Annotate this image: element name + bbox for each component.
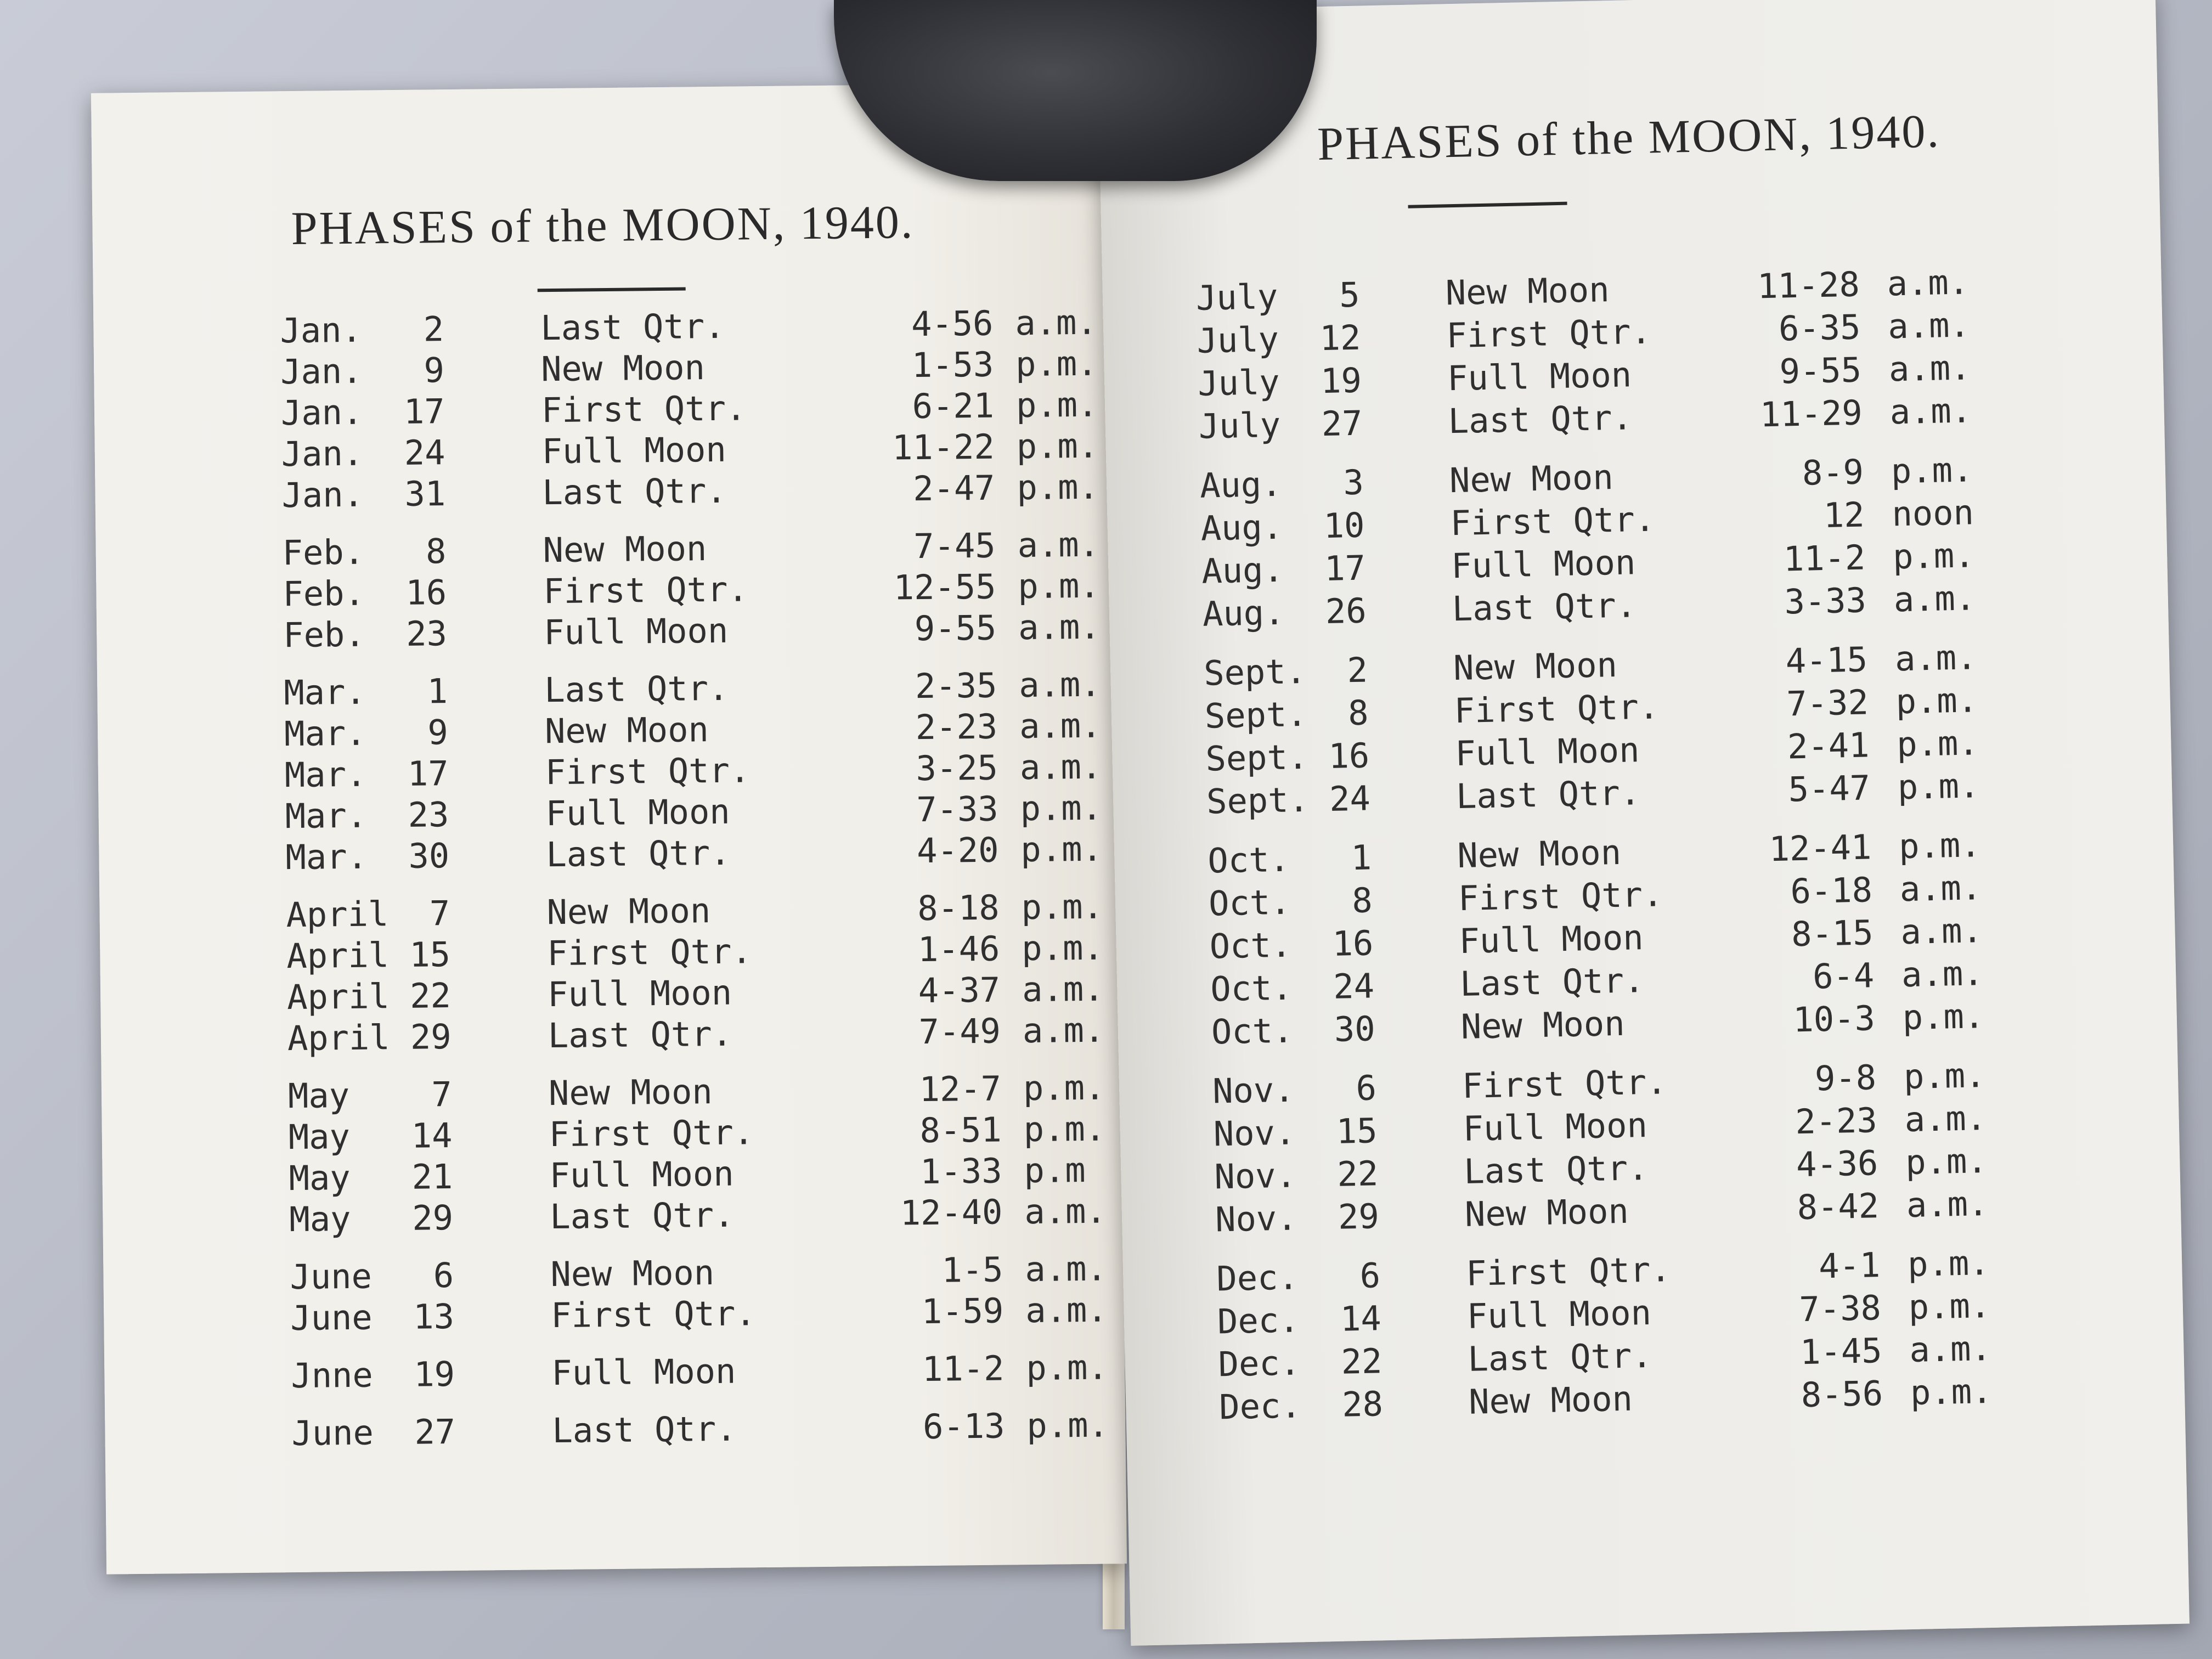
phase-cell: First Qtr.	[543, 569, 749, 612]
phase-cell: First Qtr.	[1465, 1249, 1672, 1294]
ampm-cell: a.m.	[1017, 524, 1100, 566]
ampm-cell: p.m.	[1021, 886, 1104, 928]
phase-cell: New Moon	[546, 890, 711, 933]
time-cell: 12-41	[1768, 827, 1872, 870]
date-cell: Jan. 31	[281, 473, 446, 516]
ampm-cell: a.m.	[1894, 637, 1978, 679]
ampm-cell: a.m.	[1901, 953, 1984, 995]
phase-cell: Last Qtr.	[544, 668, 729, 710]
ampm-cell: a.m.	[1025, 1289, 1108, 1331]
ampm-cell: p.m.	[1016, 425, 1099, 467]
left-page-title: PHASES of the MOON, 1940.	[291, 195, 915, 255]
phase-cell: Full Moon	[1454, 730, 1640, 774]
date-cell: May 14	[288, 1115, 453, 1158]
date-cell: Oct. 8	[1208, 880, 1373, 924]
right-page-title: PHASES of the MOON, 1940.	[1317, 104, 1941, 171]
phase-cell: First Qtr.	[1449, 499, 1656, 544]
date-cell: May 21	[289, 1156, 453, 1199]
phase-cell: Last Qtr.	[550, 1194, 735, 1237]
time-cell: 6-13	[922, 1406, 1005, 1447]
date-cell: Jan. 24	[281, 432, 445, 475]
phase-cell: First Qtr.	[1454, 686, 1660, 731]
ampm-cell: p.m.	[1891, 449, 1973, 492]
phase-cell: Last Qtr.	[1452, 585, 1637, 629]
date-cell: Jan. 2	[280, 309, 444, 351]
date-cell: Mar. 17	[284, 753, 449, 795]
time-cell: 12-55	[893, 566, 996, 608]
phase-cell: First Qtr.	[549, 1112, 754, 1155]
phase-cell: Last Qtr.	[548, 1013, 733, 1056]
ampm-cell: p.m.	[1020, 787, 1103, 829]
phase-cell: First Qtr.	[1458, 874, 1663, 919]
time-cell: 9-55	[914, 607, 997, 649]
date-cell: Mar. 30	[285, 836, 450, 878]
date-cell: Aug. 17	[1201, 548, 1366, 591]
ampm-cell: p.m.	[1896, 723, 1979, 765]
ampm-cell: p.m.	[1892, 535, 1976, 577]
time-cell: 7-32	[1786, 682, 1869, 724]
phase-cell: Last Qtr.	[1467, 1335, 1653, 1379]
phase-cell: Full Moon	[1458, 917, 1644, 962]
date-cell: Sept. 8	[1204, 692, 1369, 736]
ampm-cell: p.m.	[1898, 825, 1982, 867]
date-cell: Dec. 14	[1217, 1298, 1382, 1342]
time-cell: 8-51	[919, 1109, 1002, 1151]
ampm-cell: a.m.	[1906, 1183, 1989, 1226]
phase-cell: New Moon	[548, 1071, 713, 1114]
ampm-cell: a.m.	[1893, 578, 1976, 620]
time-cell: 8-42	[1796, 1186, 1880, 1228]
date-cell: Feb. 8	[282, 531, 447, 573]
date-cell: Nov. 22	[1214, 1153, 1379, 1197]
ampm-cell: p.m.	[1017, 466, 1099, 508]
phase-cell: New Moon	[540, 347, 706, 390]
date-cell: Nov. 29	[1215, 1196, 1380, 1240]
ampm-cell: a.m.	[1018, 664, 1101, 706]
time-cell: 4-20	[916, 830, 999, 871]
time-cell: 2-23	[915, 706, 998, 748]
phase-cell: Last Qtr.	[546, 832, 731, 875]
time-cell: 11-22	[891, 426, 995, 468]
phase-cell: Last Qtr.	[552, 1408, 737, 1451]
phase-row	[104, 1347, 1125, 1401]
ampm-cell: p.m.	[1903, 1055, 1987, 1097]
left-page	[91, 82, 1127, 1574]
time-cell: 1-5	[941, 1249, 1003, 1290]
phase-cell: Full Moon	[1451, 542, 1636, 586]
ampm-cell: a.m.	[1019, 746, 1102, 788]
phase-cell: New Moon	[544, 709, 709, 752]
date-cell: July 27	[1198, 403, 1363, 447]
time-cell: 11-28	[1757, 264, 1860, 307]
time-cell: 2-41	[1787, 725, 1870, 767]
date-cell: Sept. 24	[1206, 778, 1371, 822]
time-cell: 4-15	[1785, 639, 1868, 681]
date-cell: June 13	[290, 1296, 455, 1339]
date-cell: Sept. 2	[1203, 650, 1368, 693]
time-cell: 8-18	[917, 887, 1000, 929]
time-cell: 1-46	[917, 928, 1000, 970]
time-cell: 6-35	[1778, 307, 1861, 349]
ampm-cell: a.m.	[1019, 705, 1102, 747]
ampm-cell: p.m	[1024, 1149, 1086, 1191]
ampm-cell: p.m.	[1021, 927, 1104, 969]
phase-cell: Full Moon	[543, 610, 729, 653]
ampm-cell: p.m.	[1901, 996, 1985, 1038]
time-cell: 2-35	[915, 665, 997, 707]
date-cell: July 12	[1196, 317, 1361, 361]
phase-cell: First Qtr.	[1446, 311, 1652, 356]
time-cell: 11-29	[1759, 392, 1863, 435]
phase-cell: Full Moon	[541, 429, 727, 472]
phase-cell: Last Qtr.	[1463, 1147, 1649, 1192]
date-cell: April 22	[286, 975, 452, 1018]
time-cell: 7-49	[918, 1011, 1001, 1052]
time-cell: 9-55	[1779, 349, 1862, 392]
phase-cell: New Moon	[1445, 269, 1610, 313]
phase-cell: Last Qtr.	[1455, 772, 1641, 817]
time-cell: 8-15	[1791, 912, 1874, 955]
time-cell: 6-4	[1812, 955, 1875, 997]
date-cell: Oct. 30	[1211, 1008, 1376, 1052]
ampm-cell: p.m.	[1020, 828, 1103, 870]
time-cell: 8-9	[1802, 452, 1864, 493]
ampm-cell: a.m.	[1015, 302, 1098, 343]
ampm-cell: p.m.	[1910, 1370, 1993, 1413]
ampm-cell: a.m.	[1900, 910, 1983, 952]
time-cell: 6-21	[912, 385, 995, 427]
phase-cell: Full Moon	[1466, 1292, 1652, 1336]
time-cell: 1-53	[911, 344, 994, 386]
phase-cell: New Moon	[1457, 832, 1622, 876]
ampm-cell: p.m.	[1025, 1347, 1109, 1389]
phase-cell: First Qtr.	[545, 750, 751, 793]
phase-cell: New Moon	[1468, 1378, 1633, 1422]
date-cell: Aug. 26	[1202, 590, 1367, 634]
time-cell: 4-37	[918, 969, 1001, 1011]
ampm-cell: a.m.	[1904, 1098, 1987, 1140]
time-cell: 5-47	[1787, 768, 1871, 810]
ampm-cell: a.m.	[1889, 390, 1972, 432]
date-cell: Mar. 1	[283, 671, 448, 713]
phase-cell: Full Moon	[545, 791, 731, 834]
ampm-cell: p.m.	[1907, 1242, 1990, 1285]
phase-cell: New Moon	[1464, 1190, 1629, 1234]
date-cell: Feb. 16	[283, 572, 447, 614]
phase-cell: First Qtr.	[546, 931, 753, 974]
ampm-cell: p.m.	[1908, 1285, 1991, 1328]
phase-cell: New Moon	[1449, 457, 1614, 501]
phase-cell: Last Qtr.	[540, 306, 725, 348]
time-cell: 10-3	[1792, 998, 1876, 1040]
phase-cell: Full Moon	[1447, 354, 1632, 399]
left-phase-list	[91, 82, 1127, 1574]
phase-cell: Last Qtr.	[1459, 960, 1645, 1005]
ampm-cell: a.m.	[1887, 304, 1971, 347]
time-cell: 11-2	[922, 1348, 1005, 1390]
date-cell: Jan. 9	[280, 350, 445, 392]
ampm-cell: a.m.	[1018, 606, 1101, 648]
time-cell: 3-33	[1784, 580, 1867, 622]
date-cell: May 7	[287, 1074, 453, 1116]
ampm-cell: p.m.	[1026, 1404, 1109, 1446]
date-cell: Aug. 10	[1200, 505, 1365, 549]
phase-cell: First Qtr.	[550, 1293, 756, 1336]
ampm-cell: p.m.	[1018, 565, 1101, 607]
date-cell: Aug. 3	[1199, 462, 1364, 506]
time-cell: 7-38	[1798, 1288, 1882, 1330]
date-cell: Jnne 19	[291, 1353, 455, 1396]
time-cell: 4-36	[1796, 1143, 1879, 1185]
ampm-cell: a.m.	[1899, 867, 1982, 910]
ampm-cell: a.m.	[1022, 1009, 1105, 1051]
time-cell: 12-7	[919, 1068, 1002, 1110]
phase-cell: New Moon	[1453, 644, 1618, 689]
date-cell: Mar. 9	[284, 712, 449, 754]
date-cell: April 29	[287, 1017, 452, 1059]
date-cell: Dec. 22	[1217, 1341, 1383, 1385]
ampm-cell: p.m.	[1015, 384, 1098, 426]
phase-cell: New Moon	[543, 528, 707, 571]
phase-row	[105, 1404, 1126, 1459]
phase-cell: Full Moon	[549, 1153, 734, 1196]
ampm-cell: p.m.	[1023, 1067, 1105, 1109]
ampm-cell: p.m.	[1015, 343, 1098, 385]
ampm-cell: p.m.	[1023, 1108, 1106, 1150]
ampm-cell: a.m.	[1909, 1328, 1992, 1370]
time-cell: 8-56	[1801, 1373, 1883, 1415]
ampm-cell: a.m.	[1886, 262, 1970, 304]
date-cell: April 15	[286, 934, 451, 977]
date-cell: Jan. 17	[280, 391, 445, 433]
phase-cell: Full Moon	[547, 972, 732, 1015]
date-cell: July 5	[1195, 274, 1361, 318]
time-cell: 12	[1823, 494, 1865, 535]
date-cell: Dec. 28	[1218, 1384, 1384, 1427]
date-cell: Nov. 6	[1212, 1068, 1377, 1111]
date-cell: June 6	[290, 1255, 454, 1297]
time-cell: 2-23	[1795, 1100, 1878, 1142]
phase-cell: Last Qtr.	[1448, 397, 1633, 442]
right-page	[1097, 0, 2190, 1646]
ampm-cell: noon	[1891, 492, 1974, 534]
date-cell: April 7	[286, 893, 450, 935]
date-cell: Sept. 16	[1205, 735, 1370, 779]
date-cell: Oct. 24	[1210, 966, 1375, 1009]
date-cell: Mar. 23	[285, 794, 449, 837]
date-cell: Nov. 15	[1213, 1110, 1378, 1154]
phase-cell: First Qtr.	[1462, 1062, 1668, 1107]
date-cell: July 19	[1197, 360, 1362, 404]
time-cell: 12-40	[900, 1192, 1003, 1233]
time-cell: 1-45	[1799, 1330, 1883, 1373]
phase-cell: New Moon	[1460, 1003, 1626, 1047]
date-cell: May 29	[289, 1198, 454, 1240]
time-cell: 6-18	[1790, 870, 1873, 912]
right-phase-list	[1097, 0, 2190, 1646]
date-cell: Dec. 6	[1216, 1255, 1381, 1299]
ampm-cell: p.m.	[1895, 680, 1978, 722]
date-cell: Oct. 16	[1209, 923, 1374, 967]
phase-cell: Full Moon	[551, 1351, 736, 1393]
time-cell: 9-8	[1814, 1057, 1877, 1099]
time-cell: 11-2	[1783, 537, 1866, 579]
time-cell: 1-59	[921, 1290, 1004, 1332]
phase-cell: New Moon	[550, 1252, 715, 1295]
time-cell: 4-1	[1818, 1245, 1881, 1286]
phase-cell: First Qtr.	[541, 388, 747, 431]
time-cell: 7-45	[913, 525, 996, 567]
date-cell: June 27	[291, 1411, 456, 1454]
ampm-cell: p.m.	[1897, 765, 1980, 808]
ampm-cell: a.m.	[1024, 1190, 1107, 1232]
time-cell: 7-33	[916, 788, 999, 830]
time-cell: 2-47	[912, 467, 995, 509]
ampm-cell: a.m.	[1025, 1248, 1108, 1290]
date-cell: Feb. 23	[283, 613, 448, 656]
time-cell: 4-56	[911, 303, 994, 345]
ampm-cell: a.m.	[1888, 347, 1972, 390]
ampm-cell: p.m.	[1905, 1141, 1988, 1183]
time-cell: 1-33	[919, 1150, 1002, 1192]
time-cell: 3-25	[916, 747, 998, 789]
phase-cell: Last Qtr.	[542, 470, 727, 513]
date-cell: Oct. 1	[1207, 837, 1372, 881]
phase-cell: Full Moon	[1463, 1104, 1648, 1149]
ampm-cell: a.m.	[1022, 968, 1104, 1010]
